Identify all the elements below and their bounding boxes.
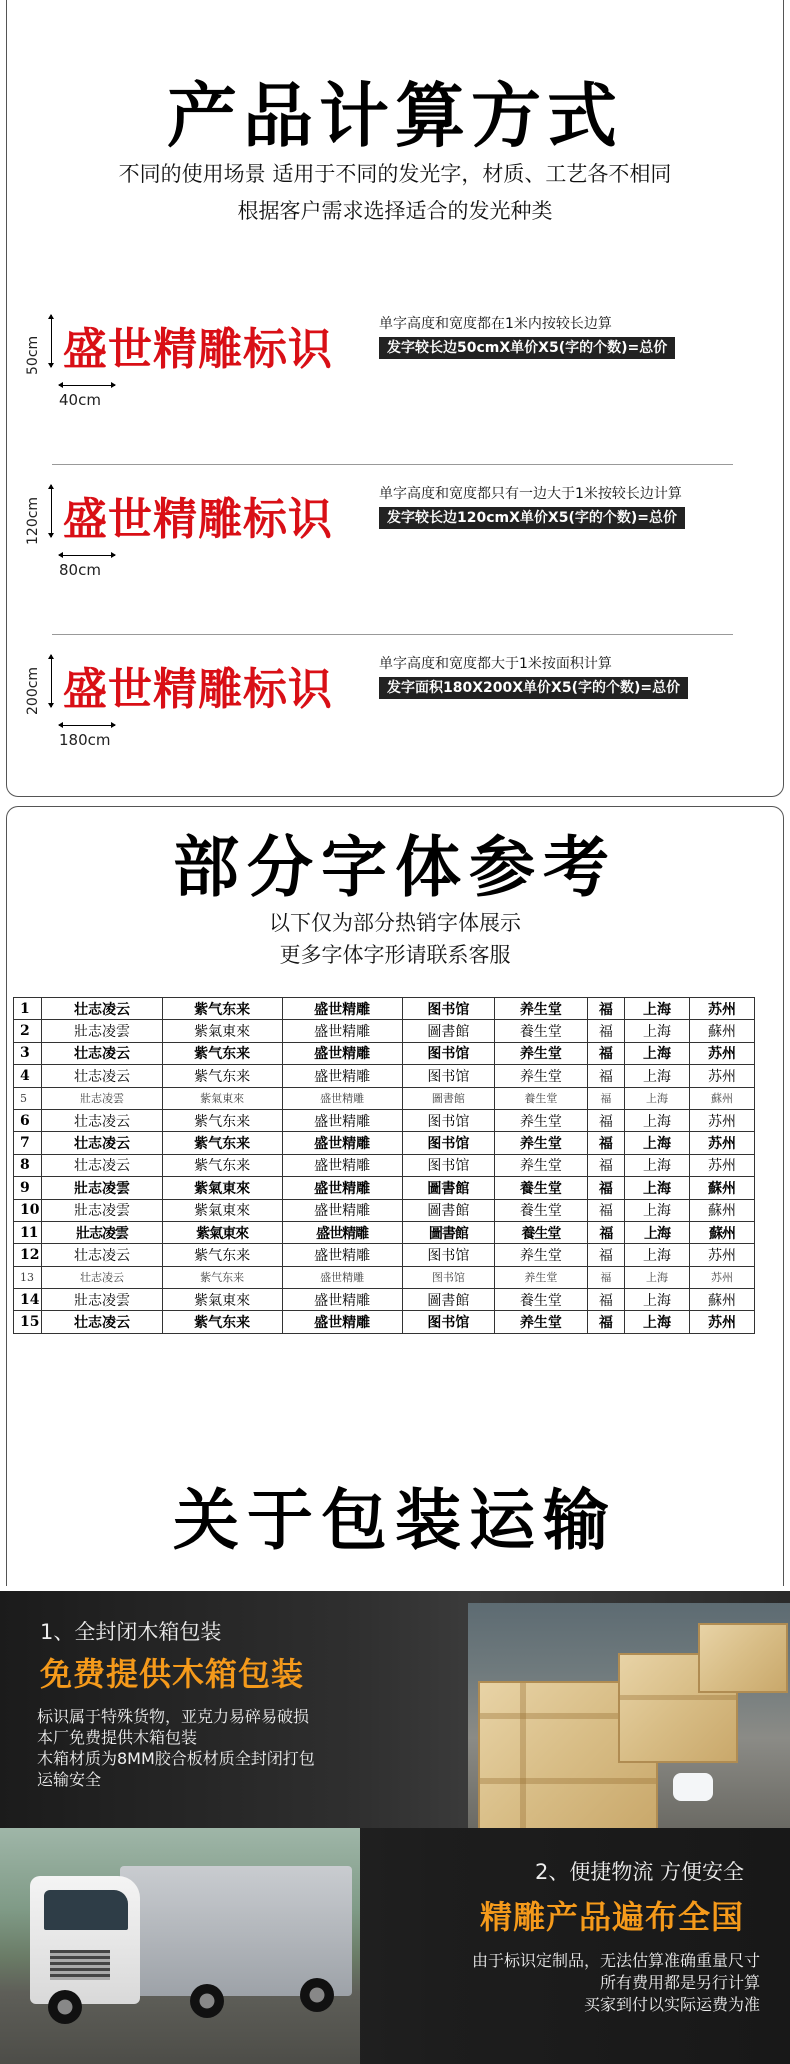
font-sample-cell: 養生堂 — [495, 1087, 588, 1109]
font-sample-cell: 壯志凌雲 — [42, 1199, 162, 1221]
font-sample-cell: 壮志凌云 — [42, 1266, 162, 1288]
font-sample-cell: 養生堂 — [495, 1020, 588, 1042]
packaging-heading: 1、全封闭木箱包装 — [40, 1620, 222, 1644]
font-sample-cell: 养生堂 — [495, 1109, 588, 1131]
font-sample-cell: 盛世精雕 — [282, 1109, 402, 1131]
shipping-title: 关于包装运输 — [173, 1482, 617, 1559]
width-label: 40cm — [59, 391, 101, 409]
logistics-line-1: 由于标识定制品，无法估算准确重量尺寸 — [471, 1951, 760, 1970]
formula-box: 发字较长边120cmX单价X5(字的个数)=总价 — [379, 507, 685, 529]
font-sample-cell: 紫氣東來 — [162, 1177, 282, 1199]
font-sample-cell: 上海 — [625, 1311, 690, 1333]
font-sample-cell: 壮志凌云 — [42, 998, 162, 1020]
calc-title: 产品计算方式 — [167, 75, 623, 157]
font-sample-cell: 图书馆 — [402, 1311, 495, 1333]
font-sample-cell: 紫氣東來 — [162, 1289, 282, 1311]
font-sample-cell: 福 — [587, 1199, 624, 1221]
font-sample-cell: 紫氣東來 — [162, 1020, 282, 1042]
font-sample-cell: 盛世精雕 — [282, 1199, 402, 1221]
font-sample-cell: 养生堂 — [495, 1266, 588, 1288]
rule-text: 单字高度和宽度都在1米内按较长边算 — [379, 316, 612, 332]
table-row — [14, 1109, 755, 1131]
font-sample-cell: 福 — [587, 1244, 624, 1266]
font-sample-cell: 紫气东来 — [162, 1244, 282, 1266]
font-sample-cell: 上海 — [625, 1132, 690, 1154]
height-label: 120cm — [25, 496, 41, 545]
row-number: 2 — [14, 1020, 42, 1042]
row-number: 6 — [14, 1109, 42, 1131]
brand-sample-text: 盛世精雕标识 — [63, 494, 333, 545]
rule-text: 单字高度和宽度都大于1米按面积计算 — [379, 656, 612, 672]
font-sample-cell: 图书馆 — [402, 998, 495, 1020]
font-sample-cell: 上海 — [625, 1221, 690, 1243]
height-label: 200cm — [25, 666, 41, 715]
width-label: 180cm — [59, 731, 111, 749]
packaging-banner — [0, 1591, 790, 1828]
font-sample-cell: 上海 — [625, 1199, 690, 1221]
font-sample-cell: 图书馆 — [402, 1109, 495, 1131]
font-sample-cell: 紫气东来 — [162, 1266, 282, 1288]
font-sample-cell: 盛世精雕 — [282, 1266, 402, 1288]
font-sample-cell: 壮志凌云 — [42, 1154, 162, 1176]
font-sample-cell: 上海 — [625, 1289, 690, 1311]
logistics-line-2: 所有费用都是另行计算 — [599, 1973, 760, 1992]
font-sample-cell: 蘇州 — [690, 1199, 755, 1221]
font-sample-cell: 盛世精雕 — [282, 1221, 402, 1243]
font-sample-cell: 紫气东来 — [162, 1042, 282, 1064]
row-divider — [52, 634, 733, 635]
font-title: 部分字体参考 — [173, 829, 617, 906]
row-number: 12 — [14, 1244, 42, 1266]
font-sample-cell: 上海 — [625, 1244, 690, 1266]
row-number: 1 — [14, 998, 42, 1020]
font-sample-cell: 盛世精雕 — [282, 1020, 402, 1042]
logistics-highlight: 精雕产品遍布全国 — [480, 1898, 745, 1936]
row-number: 3 — [14, 1042, 42, 1064]
row-number: 7 — [14, 1132, 42, 1154]
font-sample-cell: 圖書館 — [402, 1177, 495, 1199]
rule-text: 单字高度和宽度都只有一边大于1米按较长边计算 — [379, 486, 682, 502]
table-row — [14, 1154, 755, 1176]
font-sample-cell: 紫气东来 — [162, 1109, 282, 1131]
font-sample-cell: 福 — [587, 1311, 624, 1333]
font-sample-cell: 圖書館 — [402, 1289, 495, 1311]
font-sample-cell: 盛世精雕 — [282, 998, 402, 1020]
font-sample-cell: 紫氣東來 — [162, 1087, 282, 1109]
height-arrow-icon — [51, 485, 52, 537]
row-number: 9 — [14, 1177, 42, 1199]
table-row — [14, 1244, 755, 1266]
table-row — [14, 1221, 755, 1243]
font-sample-cell: 蘇州 — [690, 1177, 755, 1199]
calc-row-2 — [7, 475, 783, 635]
height-arrow-icon — [51, 655, 52, 707]
font-sample-cell: 苏州 — [690, 1244, 755, 1266]
row-number: 15 — [14, 1311, 42, 1333]
row-number: 11 — [14, 1221, 42, 1243]
calc-row-3 — [7, 645, 783, 765]
font-sample-cell: 圖書館 — [402, 1199, 495, 1221]
font-sample-cell: 紫气东来 — [162, 1065, 282, 1087]
font-sample-cell: 壮志凌云 — [42, 1109, 162, 1131]
font-sample-cell: 紫氣東來 — [162, 1199, 282, 1221]
logistics-banner — [0, 1828, 790, 2064]
font-sample-cell: 紫气东来 — [162, 998, 282, 1020]
table-row — [14, 1199, 755, 1221]
brand-sample-text: 盛世精雕标识 — [63, 324, 333, 375]
table-row — [14, 1132, 755, 1154]
table-row — [14, 998, 755, 1020]
font-sample-cell: 图书馆 — [402, 1132, 495, 1154]
font-subtitle-2: 更多字体字形请联系客服 — [279, 943, 511, 967]
calculation-section — [6, 0, 784, 797]
font-sample-cell: 苏州 — [690, 1132, 755, 1154]
logistics-line-3: 买家到付以实际运费为准 — [583, 1995, 760, 2014]
font-sample-cell: 苏州 — [690, 1154, 755, 1176]
packaging-highlight: 免费提供木箱包装 — [40, 1655, 305, 1693]
width-label: 80cm — [59, 561, 101, 579]
font-sample-cell: 蘇州 — [690, 1289, 755, 1311]
row-number: 5 — [14, 1087, 42, 1109]
font-sample-cell: 紫气东来 — [162, 1311, 282, 1333]
font-sample-cell: 养生堂 — [495, 1132, 588, 1154]
font-sample-cell: 壯志凌雲 — [42, 1087, 162, 1109]
font-sample-cell: 盛世精雕 — [282, 1244, 402, 1266]
font-sample-cell: 壮志凌云 — [42, 1244, 162, 1266]
font-sample-cell: 上海 — [625, 1042, 690, 1064]
font-sample-cell: 苏州 — [690, 1065, 755, 1087]
font-sample-cell: 養生堂 — [495, 1221, 588, 1243]
font-sample-cell: 福 — [587, 1109, 624, 1131]
row-number: 10 — [14, 1199, 42, 1221]
font-sample-cell: 上海 — [625, 1065, 690, 1087]
brand-sample-text: 盛世精雕标识 — [63, 664, 333, 715]
font-sample-cell: 盛世精雕 — [282, 1042, 402, 1064]
table-row — [14, 1042, 755, 1064]
font-sample-cell: 盛世精雕 — [282, 1087, 402, 1109]
font-sample-cell: 紫气东来 — [162, 1154, 282, 1176]
font-sample-cell: 上海 — [625, 1154, 690, 1176]
font-subtitle-1: 以下仅为部分热销字体展示 — [269, 911, 521, 935]
font-sample-cell: 苏州 — [690, 1311, 755, 1333]
table-row — [14, 1289, 755, 1311]
calc-subtitle-1: 不同的使用场景 适用于不同的发光字，材质、工艺各不相同 — [118, 162, 672, 186]
font-sample-cell: 壮志凌云 — [42, 1065, 162, 1087]
wooden-crate-image — [468, 1603, 790, 1828]
table-row — [14, 1311, 755, 1333]
font-sample-cell: 养生堂 — [495, 1311, 588, 1333]
packaging-line-1: 标识属于特殊货物，亚克力易碎易破损 — [37, 1707, 310, 1726]
font-sample-cell: 福 — [587, 1020, 624, 1042]
font-sample-cell: 上海 — [625, 1177, 690, 1199]
font-sample-cell: 紫气东来 — [162, 1132, 282, 1154]
font-sample-cell: 养生堂 — [495, 1244, 588, 1266]
font-sample-cell: 壯志凌雲 — [42, 1221, 162, 1243]
font-sample-cell: 圖書館 — [402, 1020, 495, 1042]
font-sample-cell: 养生堂 — [495, 1065, 588, 1087]
width-arrow-icon — [59, 725, 115, 726]
font-sample-cell: 图书馆 — [402, 1154, 495, 1176]
font-sample-cell: 养生堂 — [495, 1154, 588, 1176]
font-sample-cell: 养生堂 — [495, 1042, 588, 1064]
row-number: 4 — [14, 1065, 42, 1087]
font-sample-cell: 上海 — [625, 1020, 690, 1042]
font-sample-cell: 壯志凌雲 — [42, 1020, 162, 1042]
font-sample-cell: 壯志凌雲 — [42, 1289, 162, 1311]
font-sample-cell: 福 — [587, 1065, 624, 1087]
font-sample-cell: 盛世精雕 — [282, 1177, 402, 1199]
font-sample-cell: 苏州 — [690, 1042, 755, 1064]
formula-box: 发字面积180X200X单价X5(字的个数)=总价 — [379, 677, 688, 699]
table-row — [14, 1266, 755, 1288]
formula-box: 发字较长边50cmX单价X5(字的个数)=总价 — [379, 337, 675, 359]
table-row — [14, 1087, 755, 1109]
font-sample-cell: 盛世精雕 — [282, 1289, 402, 1311]
width-arrow-icon — [59, 385, 115, 386]
truck-image — [0, 1828, 360, 2064]
font-sample-cell: 福 — [587, 1132, 624, 1154]
font-sample-cell: 图书馆 — [402, 1244, 495, 1266]
width-arrow-icon — [59, 555, 115, 556]
font-sample-cell: 壯志凌雲 — [42, 1177, 162, 1199]
font-sample-cell: 上海 — [625, 1109, 690, 1131]
font-sample-cell: 福 — [587, 1221, 624, 1243]
font-sample-cell: 盛世精雕 — [282, 1065, 402, 1087]
font-sample-cell: 蘇州 — [690, 1221, 755, 1243]
font-sample-cell: 蘇州 — [690, 1020, 755, 1042]
row-divider — [52, 464, 733, 465]
font-sample-cell: 福 — [587, 1042, 624, 1064]
font-sample-cell: 福 — [587, 1177, 624, 1199]
font-sample-cell: 图书馆 — [402, 1042, 495, 1064]
font-sample-cell: 壮志凌云 — [42, 1042, 162, 1064]
font-sample-cell: 養生堂 — [495, 1177, 588, 1199]
table-row — [14, 1020, 755, 1042]
logistics-heading: 2、便捷物流 方便安全 — [535, 1860, 745, 1884]
font-sample-cell: 壮志凌云 — [42, 1132, 162, 1154]
row-number: 14 — [14, 1289, 42, 1311]
font-sample-cell: 上海 — [625, 1266, 690, 1288]
table-row — [14, 1177, 755, 1199]
font-sample-cell: 福 — [587, 1289, 624, 1311]
calc-row-1 — [7, 305, 783, 465]
font-sample-cell: 盛世精雕 — [282, 1311, 402, 1333]
font-sample-cell: 壮志凌云 — [42, 1311, 162, 1333]
font-sample-cell: 盛世精雕 — [282, 1154, 402, 1176]
font-sample-cell: 養生堂 — [495, 1199, 588, 1221]
font-sample-cell: 上海 — [625, 998, 690, 1020]
font-sample-cell: 養生堂 — [495, 1289, 588, 1311]
font-sample-cell: 图书馆 — [402, 1266, 495, 1288]
font-reference-section — [6, 806, 784, 1586]
font-sample-table — [13, 997, 755, 1334]
height-arrow-icon — [51, 315, 52, 367]
font-sample-cell: 福 — [587, 1087, 624, 1109]
font-sample-cell: 福 — [587, 1154, 624, 1176]
row-number: 13 — [14, 1266, 42, 1288]
font-sample-cell: 养生堂 — [495, 998, 588, 1020]
packaging-line-3: 木箱材质为8MM胶合板材质全封闭打包 — [37, 1749, 315, 1768]
font-sample-cell: 盛世精雕 — [282, 1132, 402, 1154]
font-sample-cell: 蘇州 — [690, 1087, 755, 1109]
table-row — [14, 1065, 755, 1087]
packaging-line-2: 本厂免费提供木箱包装 — [37, 1728, 198, 1747]
font-sample-cell: 福 — [587, 998, 624, 1020]
font-sample-cell: 上海 — [625, 1087, 690, 1109]
font-sample-cell: 福 — [587, 1266, 624, 1288]
font-sample-cell: 苏州 — [690, 1109, 755, 1131]
font-sample-cell: 圖書館 — [402, 1221, 495, 1243]
font-sample-cell: 苏州 — [690, 998, 755, 1020]
height-label: 50cm — [25, 335, 41, 375]
row-number: 8 — [14, 1154, 42, 1176]
font-sample-cell: 紫氣東來 — [162, 1221, 282, 1243]
font-sample-cell: 图书馆 — [402, 1065, 495, 1087]
packaging-line-4: 运输安全 — [37, 1770, 102, 1789]
font-sample-cell: 苏州 — [690, 1266, 755, 1288]
font-sample-cell: 圖書館 — [402, 1087, 495, 1109]
calc-subtitle-2: 根据客户需求选择适合的发光种类 — [237, 199, 553, 223]
